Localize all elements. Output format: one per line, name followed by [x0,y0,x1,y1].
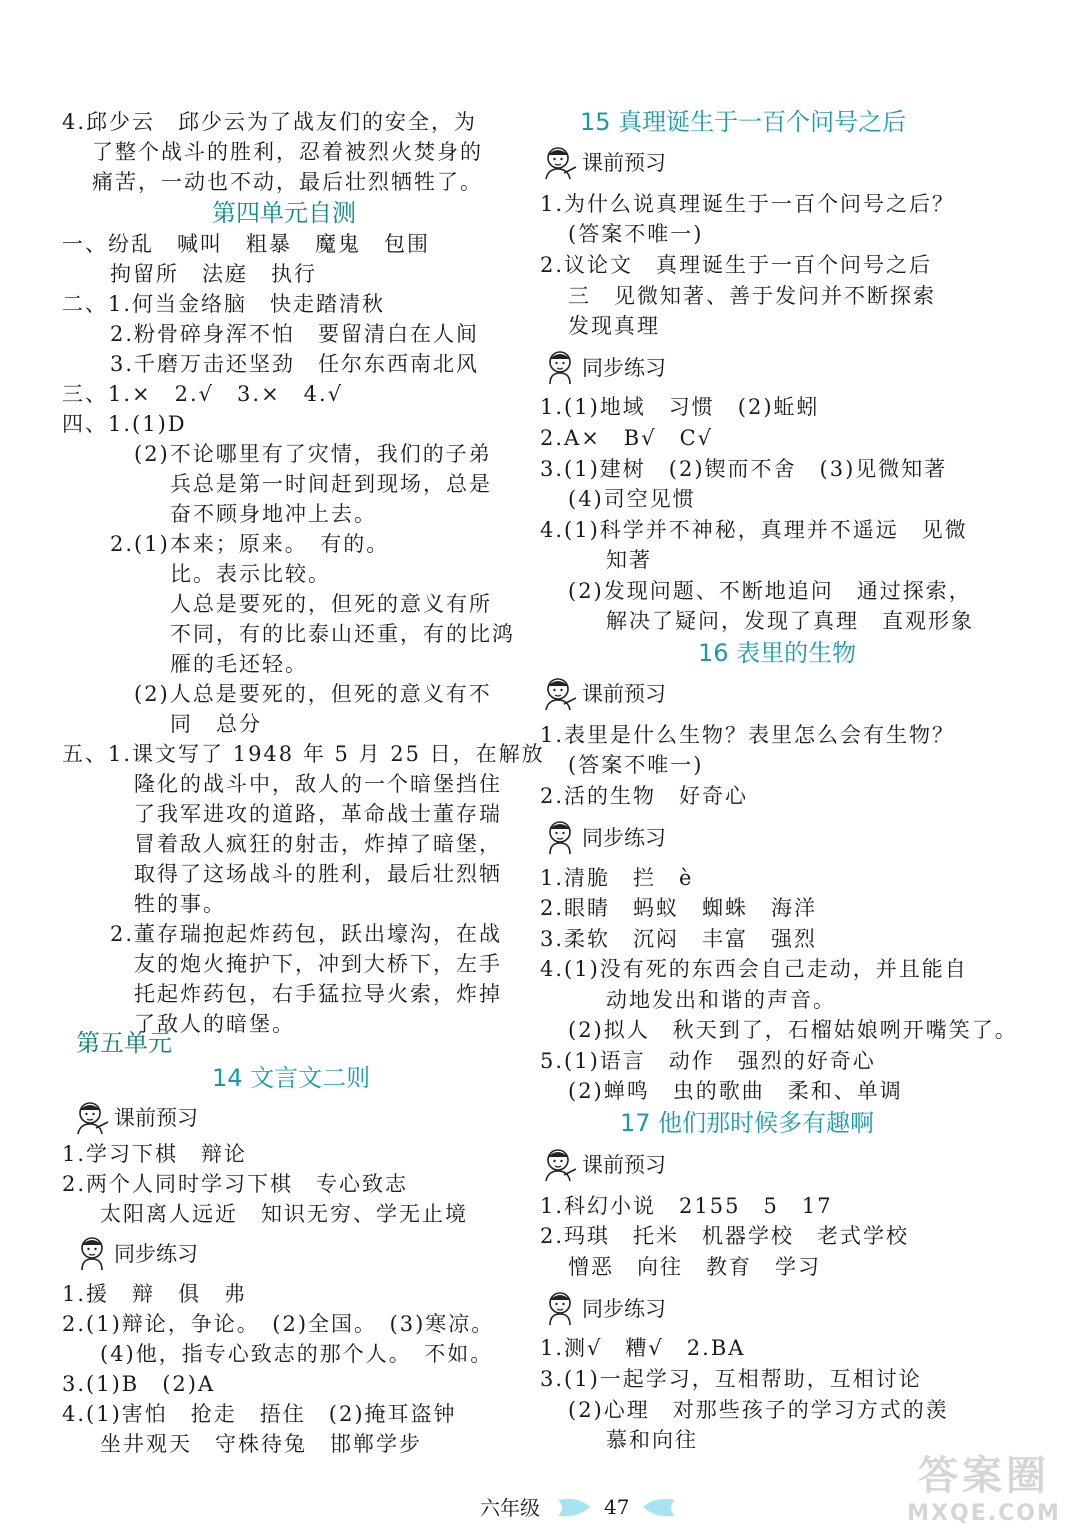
l17-pre-line: 憎恶 向往 教育 学习 [568,1255,821,1279]
unit4-test-title: 第四单元自测 [212,199,356,227]
l17-sync-line: 慕和向往 [606,1428,698,1452]
l15-pre-line: 三 见微知著、善于发问并不断探索 [568,284,936,308]
l16-pre-label: 课前预习 [582,682,666,706]
l16-sync-line: (2)蝉鸣 虫的歌曲 柔和、单调 [568,1079,903,1103]
l14-sync-line: 1.援 辩 俱 弗 [62,1282,248,1306]
u4-line: 四、1.(1)D [62,412,187,436]
watermark-bottom: MXQE.COM [907,1501,1061,1526]
lesson14-title: 14 文言文二则 [212,1064,371,1092]
l16-sync-line: 3.柔软 沉闷 丰富 强烈 [540,927,818,951]
l15-sync-line: 知著 [606,548,652,572]
l15-sync-line: 2.A× B√ C√ [540,426,714,450]
watermark [899,1440,1069,1530]
l15-sync-line: (2)发现问题、不断地追问 通过探索， [568,579,972,603]
l16-sync-line: 4.(1)没有死的东西会自己走动，并且能自 [540,957,968,981]
l14-pre-line: 2.两个人同时学习下棋 专心致志 [62,1172,409,1196]
lesson15-title: 15 真理诞生于一百个问号之后 [580,108,907,136]
u4-line: 3.千磨万击还坚劲 任尔东西南北风 [110,352,480,376]
l15-pre-line: 1.为什么说真理诞生于一百个问号之后？ [540,192,956,216]
u4-line: 不同，有的比泰山还重，有的比鸿 [170,622,515,646]
u4-line: 比。表示比较。 [170,562,331,586]
l17-pre-label: 课前预习 [582,1153,666,1177]
lesson17-title: 17 他们那时候多有趣啊 [620,1109,875,1137]
u4-line: 2.(1)本来；原来。 有的。 [110,532,390,556]
l14-sync-line: 坐井观天 守株待兔 邯郸学步 [100,1432,422,1456]
l14-sync-section [72,1234,198,1272]
l16-sync-section [540,818,666,856]
watermark-top: 答案圈 [918,1453,1050,1499]
l15-pre-label: 课前预习 [582,151,666,175]
l15-pre-line: (答案不唯一) [568,222,704,246]
q4-line-2: 了整个战斗的胜利，忍着被烈火焚身的 [92,140,483,164]
student-icon [540,143,580,181]
student-icon [540,674,580,712]
l16-pre-section [540,674,666,712]
l14-pre-line: 太阳离人远近 知识无穷、学无止境 [100,1202,468,1226]
l16-sync-line: 动地发出和谐的声音。 [606,988,836,1012]
u4-line: (2)不论哪里有了灾情，我们的子弟 [134,442,492,466]
student-icon [540,1145,580,1183]
leaf-decoration-icon [552,1494,592,1520]
grade-label: 六年级 [480,1496,540,1520]
l17-pre-line: 1.科幻小说 2155 5 17 [540,1194,833,1218]
l15-pre-section [540,143,666,181]
u4-line: (2)人总是要死的，但死的意义有不 [134,682,492,706]
l15-sync-line: 解决了疑问，发现了真理 直观形象 [606,609,974,633]
l14-pre-line: 1.学习下棋 辩论 [62,1142,248,1166]
l17-sync-section [540,1289,666,1327]
student-icon [540,348,580,386]
l16-pre-line: 2.活的生物 好奇心 [540,784,749,808]
u4-line: 了敌人的暗堡。 [134,1012,295,1036]
u4-line: 三、1.× 2.√ 3.× 4.√ [62,382,344,406]
l15-pre-line: 发现真理 [568,314,660,338]
student-icon [72,1098,112,1136]
u4-line: 人总是要死的，但死的意义有所 [170,592,492,616]
l15-sync-line: 1.(1)地域 习惯 (2)蚯蚓 [540,395,820,419]
l17-sync-label: 同步练习 [582,1297,666,1321]
l16-sync-line: 2.眼睛 蚂蚁 蜘蛛 海洋 [540,896,818,920]
l16-pre-line: 1.表里是什么生物？表里怎么会有生物？ [540,723,956,747]
l16-sync-line: (2)拟人 秋天到了，石榴姑娘咧开嘴笑了。 [568,1018,1018,1042]
l14-pre-label: 课前预习 [114,1106,198,1130]
u4-line: 托起炸药包，右手猛拉导火索，炸掉 [134,982,502,1006]
l14-pre-section [72,1098,198,1136]
q4-line-1: 4.邱少云 邱少云为了战友们的安全，为 [62,110,478,134]
u4-line: 拘留所 法庭 执行 [110,262,317,286]
u4-line: 友的炮火掩护下，冲到大桥下，左手 [134,952,502,976]
l15-sync-line: 4.(1)科学并不神秘，真理并不遥远 见微 [540,518,968,542]
u4-line: 雁的毛还轻。 [170,652,308,676]
leaf-decoration-icon [641,1494,681,1520]
u4-line: 五、1.课文写了 1948 年 5 月 25 日，在解放 [62,742,545,766]
u4-line: 了我军进攻的道路，革命战士董存瑞 [134,802,502,826]
l15-sync-line: (4)司空见惯 [568,487,696,511]
l14-sync-line: 2.(1)辩论，争论。 (2)全国。 (3)寒凉。 [62,1312,495,1336]
u4-line: 牲的事。 [134,892,226,916]
l15-pre-line: 2.议论文 真理诞生于一百个问号之后 [540,253,933,277]
page-number: 47 [604,1494,630,1519]
l15-sync-line: 3.(1)建树 (2)锲而不舍 (3)见微知著 [540,457,948,481]
u4-line: 隆化的战斗中，敌人的一个暗堡挡住 [134,772,502,796]
student-icon [540,1289,580,1327]
l17-sync-line: (2)心理 对那些孩子的学习方式的羡 [568,1398,949,1422]
q4-line-3: 痛苦，一动也不动，最后壮烈牺牲了。 [92,170,483,194]
student-icon [540,818,580,856]
l15-sync-section [540,348,666,386]
u4-line: 奋不顾身地冲上去。 [170,502,377,526]
u4-line: 二、1.何当金络脑 快走踏清秋 [62,292,386,316]
l17-pre-section [540,1145,666,1183]
l14-sync-label: 同步练习 [114,1242,198,1266]
l15-sync-label: 同步练习 [582,356,666,380]
page-footer [480,1492,681,1521]
u4-line: 取得了这场战斗的胜利，最后壮烈牺 [134,862,502,886]
u4-line: 兵总是第一时间赶到现场，总是 [170,472,492,496]
u4-line: 同 总分 [170,712,262,736]
u4-line: 冒着敌人疯狂的射击，炸掉了暗堡， [134,832,502,856]
u4-line: 2.粉骨碎身浑不怕 要留清白在人间 [110,322,480,346]
u4-line: 2.董存瑞抱起炸药包，跃出壕沟，在战 [110,922,503,946]
u4-line: 一、纷乱 喊叫 粗暴 魔鬼 包围 [62,232,430,256]
l16-sync-line: 5.(1)语言 动作 强烈的好奇心 [540,1049,876,1073]
l17-pre-line: 2.玛琪 托米 机器学校 老式学校 [540,1224,910,1248]
l14-sync-line: (4)他，指专心致志的那个人。 不如。 [100,1342,494,1366]
l16-sync-label: 同步练习 [582,826,666,850]
l14-sync-line: 4.(1)害怕 抢走 捂住 (2)掩耳盗钟 [62,1402,457,1426]
l17-sync-line: 1.测√ 糟√ 2.BA [540,1336,746,1360]
l16-pre-line: (答案不唯一) [568,753,704,777]
l16-sync-line: 1.清脆 拦 è [540,866,694,890]
l17-sync-line: 3.(1)一起学习，互相帮助，互相讨论 [540,1367,922,1391]
l14-sync-line: 3.(1)B (2)A [62,1372,216,1396]
unit5-title: 第五单元 [76,1029,172,1057]
student-icon [72,1234,112,1272]
lesson16-title: 16 表里的生物 [698,639,857,667]
